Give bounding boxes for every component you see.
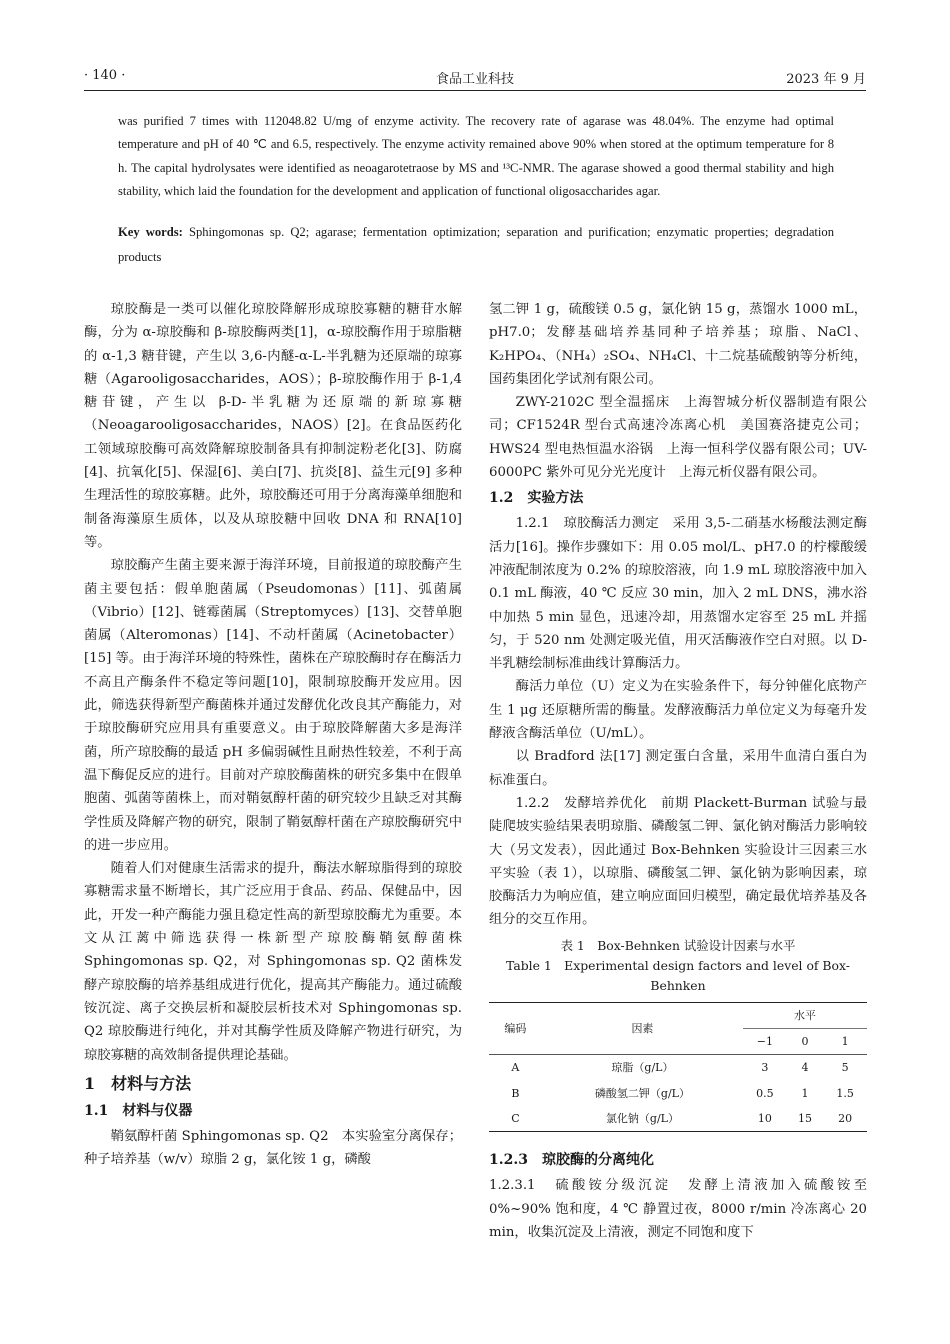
table-row [489, 1106, 867, 1132]
abstract-text: was purified 7 times with 112048.82 U/mg of enzyme activity. The recovery rate of agarase was 48.04%. The enzyme had optimal temperature and pH of 40 ℃ and 6.5, respectively. The enzyme activity remained above 90% when stored at the optimum temperature for 8 h. The capital hydrolysates were identified as neoagarotetraose by MS and ¹³C-NMR. The agarase showed a good thermal stability and high stability, which laid the foundation for the development and application of functional oligosaccharides agar. [118, 114, 834, 198]
journal-title: 食品工业科技 [435, 72, 514, 87]
paragraph: 酶活力单位（U）定义为在实验条件下，每分钟催化底物产生 1 μg 还原糖所需的酶量。发酵液酶活力单位定义为每毫升发酵液含酶活单位（U/mL）。 [489, 679, 867, 742]
paragraph: 1.2.1 琼胶酶活力测定 采用 3,5-二硝基水杨酸法测定酶活力[16]。操作步骤如下：用 0.05 mol/L、pH7.0 的柠檬酸缓冲液配制浓度为 0.2% 的琼胶溶液，向 1.9 mL 琼胶溶液中加入 0.1 mL 酶液，40 ℃ 反应 30 min，加入 2 mL DNS，沸水浴中加热 5 min 显色，迅速冷却，用蒸馏水定容至 25 mL 并摇匀，于 520 nm 处测定吸光值，用灭活酶液作空白对照。以 D-半乳糖绘制标准曲线计算酶活力。 [489, 516, 867, 672]
paragraph: 随着人们对健康生活需求的提升，酶法水解琼脂得到的琼胶寡糖需求量不断增长，其广泛应用于食品、药品、保健品中，因此，开发一种产酶能力强且稳定性高的新型琼胶酶尤为重要。本文从江蓠中筛选获得一株新型产琼胶酶鞘氨醇菌株 Sphingomonas sp. Q2，对 Sphingomonas sp. Q2 菌株发酵产琼胶酶的培养基组成进行优化，提高其产酶能力。通过硫酸铵沉淀、离子交换层析和凝胶层析技术对 Sphingomonas sp. Q2 琼胶酶进行纯化，并对其酶学性质及降解产物进行研究，为琼胶寡糖的高效制备提供理论基础。 [84, 861, 462, 1063]
table-cell: 氯化钠（g/L） [542, 1106, 743, 1132]
table-header-level-cell: 0 [787, 1029, 824, 1055]
table-cell: 磷酸氢二钾（g/L） [594, 1086, 690, 1100]
table-caption-en: Table 1 Experimental design factors and level of Box-Behnken [506, 957, 850, 993]
table-cell: 1.5 [836, 1086, 854, 1100]
table-caption-cn: 表 1 Box-Behnken 试验设计因素与水平 [560, 937, 796, 953]
table-header-level-cell: −1 [743, 1029, 787, 1055]
right-column [489, 298, 867, 1244]
table-cell: 15 [787, 1106, 824, 1132]
table-header-level-cell: 1 [823, 1029, 867, 1055]
paragraph: 以 Bradford 法[17] 测定蛋白含量，采用牛血清白蛋白为标准蛋白。 [489, 749, 867, 788]
table-cell: 4 [801, 1061, 809, 1075]
paragraph: 氢二钾 1 g，硫酸镁 0.5 g，氯化钠 15 g，蒸馏水 1000 mL，pH7.0；发酵基础培养基同种子培养基；琼脂、NaCl、K₂HPO₄、（NH₄）₂SO₄、NH₄Cl、十二烷基硫酸钠等分析纯，国药集团化学试剂有限公司。 [489, 302, 867, 387]
table-cell: 0.5 [756, 1086, 774, 1100]
section-heading: 1 材料与方法 [84, 1073, 192, 1093]
table-header-level: 水平 [743, 1002, 867, 1028]
paragraph: ZWY-2102C 型全温摇床 上海智城分析仪器制造有限公司；CF1524R 型台式高速冷冻离心机 美国赛洛捷克公司；HWS24 型电热恒温水浴锅 上海一恒科学仪器有限公司；UV-6000PC 紫外可见分光光度计 上海元析仪器有限公司。 [489, 395, 867, 481]
table-cell: A [511, 1061, 520, 1075]
table-row [489, 1055, 867, 1081]
subsection-heading: 1.2 实验方法 [489, 490, 584, 507]
paragraph: 1.2.2 发酵培养优化 前期 Plackett-Burman 试验与最陡爬坡实验结果表明琼脂、磷酸氢二钾、氯化钠对酶活力影响较大（另文发表），因此通过 Box-Behnken 实验设计三因素三水平实验（表 1），以琼脂、磷酸氢二钾、氯化钠为影响因素，琼胶酶活力为响应值，建立响应面回归模型，确定最优培养基及各组分的交互作用。 [489, 795, 867, 928]
table-cell: 20 [823, 1106, 867, 1132]
header-rule [84, 90, 866, 91]
left-column [84, 298, 462, 1171]
keywords-list: Sphingomonas sp. Q2; agarase; fermentation optimization; separation and purification; enzymatic properties; degradation products [118, 225, 834, 264]
paragraph: 琼胶酶产生菌主要来源于海洋环境，目前报道的琼胶酶产生菌主要包括：假单胞菌属（Pseudomonas）[11]、弧菌属（Vibrio）[12]、链霉菌属（Streptomyces）[13]、交替单胞菌属（Alteromonas）[14]、不动杆菌属（Acinetobacter）[15] 等。由于海洋环境的特殊性，菌株在产琼胶酶时存在酶活力不高且产酶条件不稳定等问题[10]，限制琼胶酶开发应用。因此，筛选获得新型产酶菌株并通过发酵优化改良其产酶能力，对于琼胶酶研究应用具有重要意义。由于琼胶降解菌大多是海洋菌，所产琼胶酶的最适 pH 多偏弱碱性且耐热性较差，不利于高温下酶促反应的进行。目前对产琼胶酶菌株的研究多集中在假单胞菌、弧菌等菌株上，而对鞘氨醇杆菌的研究较少且缺乏对其酶学性质及降解产物的研究，限制了鞘氨醇杆菌在产琼胶酶研究中的进一步应用。 [84, 558, 462, 853]
table-cell: 琼脂（g/L） [611, 1061, 674, 1075]
table-cell: 5 [841, 1061, 849, 1075]
issue-date: 2023 年 9 月 [786, 72, 866, 87]
factor-level-table [489, 1002, 867, 1132]
table-cell: C [489, 1106, 542, 1132]
keywords [118, 220, 834, 270]
paragraph: 琼胶酶是一类可以催化琼胶降解形成琼胶寡糖的糖苷水解酶，分为 α-琼胶酶和 β-琼胶酶两类[1]，α-琼胶酶作用于琼脂糖的 α-1,3 糖苷键，产生以 3,6-内醚-α-L-半乳糖为还原端的琼寡糖（Agarooligosaccharides，AOS）；β-琼胶酶作用于 β-1,4 糖苷键，产生以 β-D-半乳糖为还原端的新琼寡糖（Neoagarooligosaccharides，NAOS）[2]。在食品医药化工领域琼胶酶可高效降解琼胶制备具有抑制淀粉老化[3]、防腐[4]、抗氧化[5]、保湿[6]、美白[7]、抗炎[8]、益生元[9] 多种生理活性的琼胶寡糖。此外，琼胶酶还可用于分离海藻单细胞和制备海藻原生质体，以及从琼胶糖中回收 DNA 和 RNA[10] 等。 [84, 302, 462, 550]
table-header-factor: 因素 [542, 1002, 743, 1055]
keywords-label: Key words: [118, 225, 183, 239]
subsection-heading: 1.2.3 琼胶酶的分离纯化 [489, 1152, 654, 1169]
paragraph: 鞘氨醇杆菌 Sphingomonas sp. Q2 本实验室分离保存；种子培养基（w/v）琼脂 2 g，氯化铵 1 g，磷酸 [84, 1128, 462, 1168]
table-cell: B [511, 1086, 520, 1100]
page-number: · 140 · [84, 68, 126, 83]
table-header-code: 编码 [489, 1002, 542, 1055]
table-cell: 3 [761, 1061, 769, 1075]
table-cell: 10 [743, 1106, 787, 1132]
paragraph: 1.2.3.1 硫酸铵分级沉淀 发酵上清液加入硫酸铵至 0%~90% 饱和度，4 ℃ 静置过夜，8000 r/min 冷冻离心 20 min，收集沉淀及上清液，测定不同饱和度下 [489, 1178, 867, 1240]
subsection-heading: 1.1 材料与仪器 [84, 1102, 193, 1119]
table-cell: 1 [801, 1086, 809, 1100]
table-row [489, 1081, 867, 1106]
